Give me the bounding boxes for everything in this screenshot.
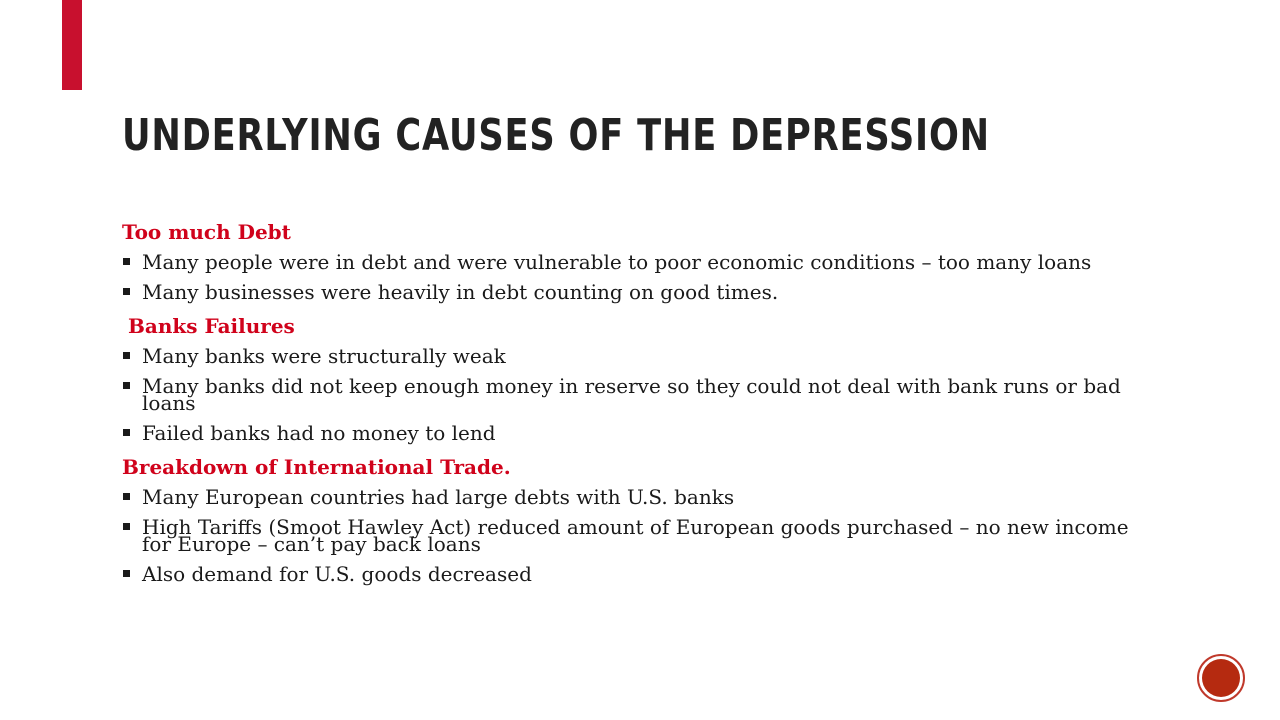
bullet-text: Failed banks had no money to lend xyxy=(142,421,496,445)
bullet-list-trade xyxy=(122,485,1132,586)
bullet-text: High Tariffs (Smoot Hawley Act) reduced amount of European goods purchased – no new income for Europe – can’t pay back loans xyxy=(142,515,1129,556)
bullet-text: Many European countries had large debts with U.S. banks xyxy=(142,485,735,509)
square-bullet-icon xyxy=(123,382,130,389)
square-bullet-icon xyxy=(123,523,130,530)
list-item xyxy=(122,562,1132,586)
slide-content xyxy=(122,220,1132,596)
bullet-list-banks xyxy=(122,344,1132,445)
square-bullet-icon xyxy=(123,352,130,359)
section-heading-banks: Banks Failures xyxy=(128,314,295,338)
bullet-text: Many people were in debt and were vulnerable to poor economic conditions – too many loans xyxy=(142,250,1092,274)
square-bullet-icon xyxy=(123,258,130,265)
bullet-text: Many businesses were heavily in debt counting on good times. xyxy=(142,280,779,304)
list-item xyxy=(122,515,1132,556)
badge-circle-icon xyxy=(1202,659,1240,697)
square-bullet-icon xyxy=(123,288,130,295)
section-heading-debt: Too much Debt xyxy=(122,220,291,244)
bullet-text: Many banks did not keep enough money in reserve so they could not deal with bank runs or bad loans xyxy=(142,374,1121,415)
square-bullet-icon xyxy=(123,570,130,577)
accent-bar xyxy=(62,0,82,90)
slide-number-badge xyxy=(1197,654,1245,702)
list-item xyxy=(122,344,1132,368)
slide-title: UNDERLYING CAUSES OF THE DEPRESSION xyxy=(122,110,990,161)
bullet-text: Many banks were structurally weak xyxy=(142,344,506,368)
list-item xyxy=(122,421,1132,445)
square-bullet-icon xyxy=(123,429,130,436)
list-item xyxy=(122,280,1132,304)
list-item xyxy=(122,485,1132,509)
bullet-text: Also demand for U.S. goods decreased xyxy=(142,562,532,586)
square-bullet-icon xyxy=(123,493,130,500)
list-item xyxy=(122,250,1132,274)
bullet-list-debt xyxy=(122,250,1132,304)
list-item xyxy=(122,374,1132,415)
section-heading-trade: Breakdown of International Trade. xyxy=(122,455,511,479)
